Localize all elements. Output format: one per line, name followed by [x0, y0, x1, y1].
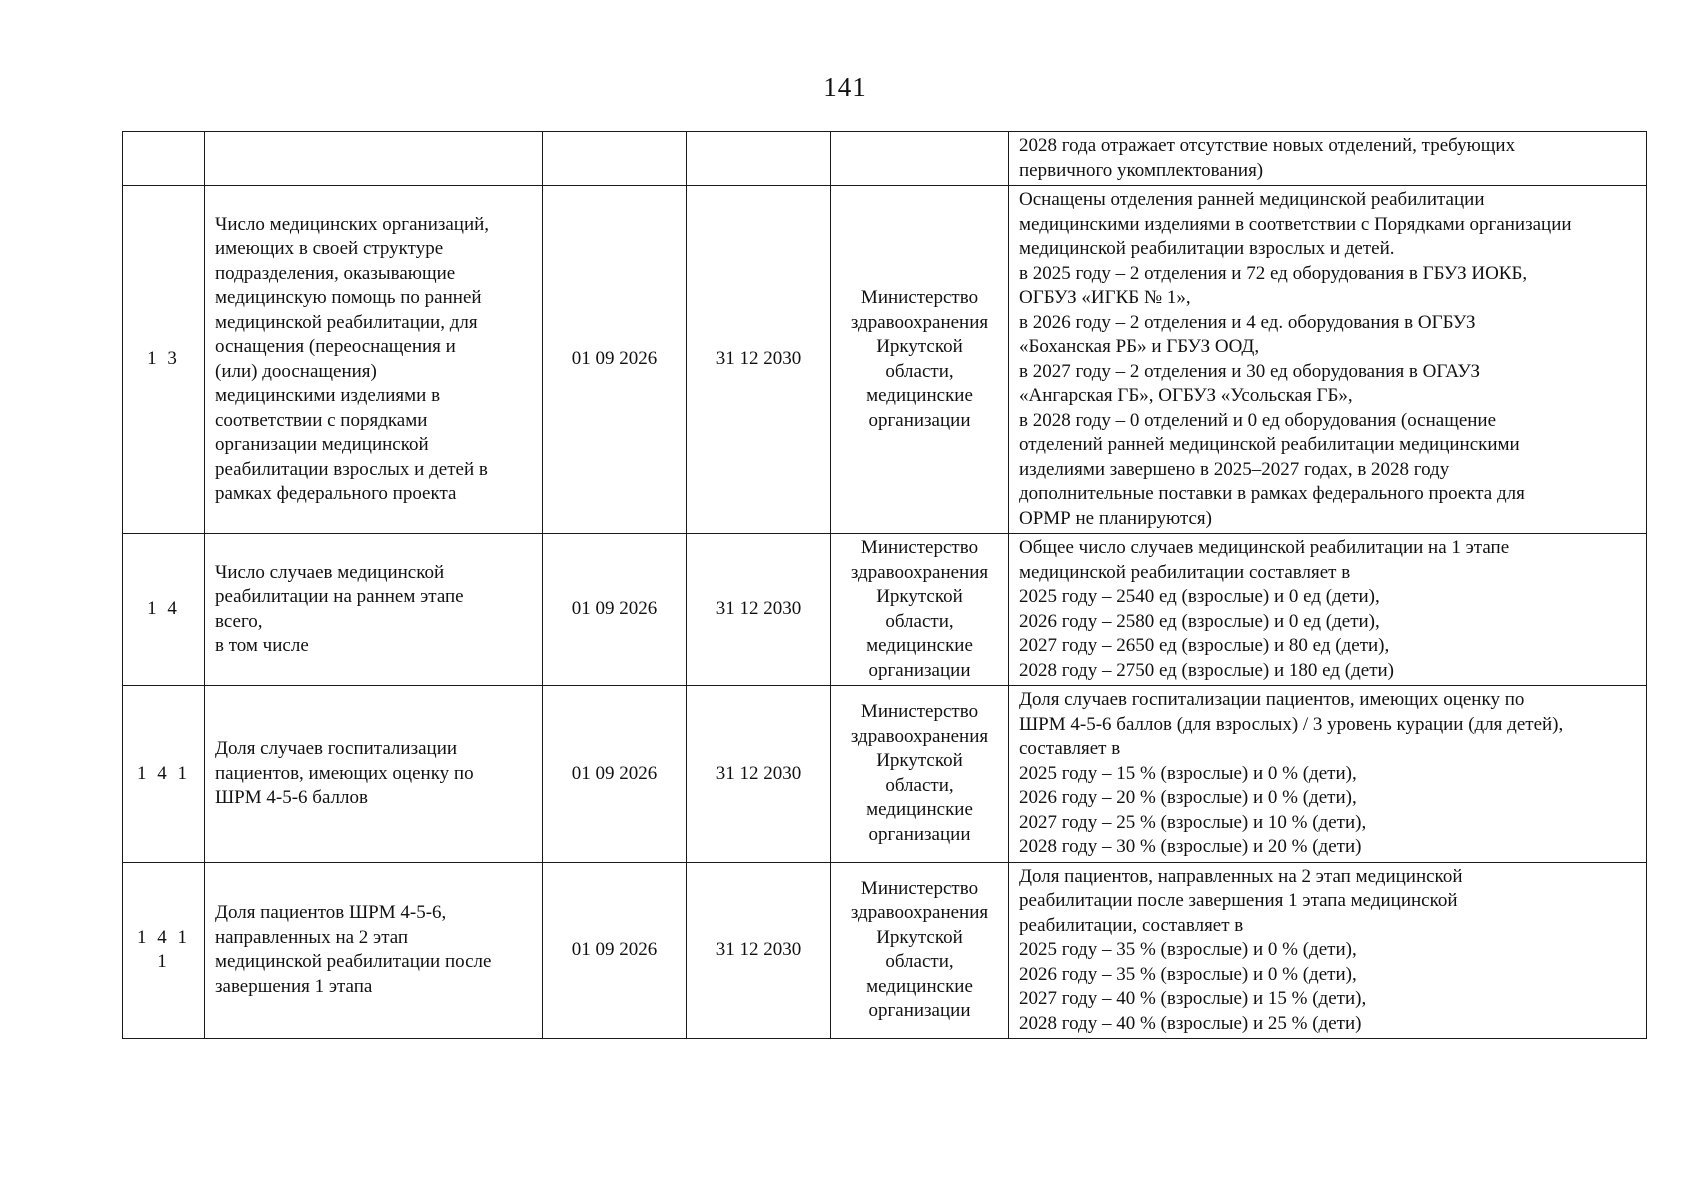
indicator-name-cell [205, 862, 543, 1039]
responsible-cell [831, 686, 1009, 863]
responsible-cell-line: здравоохранения [850, 725, 989, 747]
indicator-name-cell-line: реабилитации на раннем этапе [215, 586, 464, 607]
row-number-cell: 1 3 [123, 186, 205, 534]
indicator-name-cell [205, 132, 543, 186]
description-cell-line: дополнительные поставки в рамках федерального проекта для [1019, 483, 1525, 504]
responsible-cell [831, 132, 1009, 186]
description-cell-line: медицинскими изделиями в соответствии с Порядками организации [1019, 213, 1572, 235]
description-cell-line: 2027 году – 25 % (взрослые) и 10 % (дети), [1019, 811, 1367, 833]
description-cell-line: 2026 году – 35 % (взрослые) и 0 % (дети), [1019, 963, 1357, 985]
description-cell-line: 2026 году – 2580 ед (взрослые) и 0 ед (дети), [1019, 610, 1380, 632]
indicator-name-cell-line: Число медицинских организаций, [215, 213, 490, 235]
responsible-cell [831, 186, 1009, 534]
responsible-cell-line: области, [885, 951, 954, 973]
indicator-name-cell [205, 686, 543, 863]
indicator-name-cell-line: соответствии с порядками [215, 409, 428, 431]
end-date-cell: 31 12 2030 [687, 862, 831, 1039]
description-cell-line: отделений ранней медицинской реабилитации медицинскими [1019, 434, 1520, 455]
description-cell-line: 2028 году – 2750 ед (взрослые) и 180 ед (дети) [1019, 659, 1394, 681]
description-cell-line: медицинской реабилитации взрослых и детей. [1019, 238, 1395, 259]
responsible-cell-line: области, [885, 610, 954, 632]
description-cell [1009, 686, 1647, 863]
start-date-cell: 01 09 2026 [543, 534, 687, 686]
start-date-cell: 01 09 2026 [543, 686, 687, 863]
responsible-cell-line: Иркутской [876, 926, 963, 948]
indicator-name-cell [205, 534, 543, 686]
responsible-cell-line: организации [868, 409, 971, 431]
description-cell-line: Доля пациентов, направленных на 2 этап медицинской [1019, 865, 1463, 887]
description-cell-line: первичного укомплектования) [1019, 159, 1264, 181]
description-cell-line: в 2026 году – 2 отделения и 4 ед. оборудования в ОГБУЗ [1019, 311, 1476, 333]
indicator-name-cell-line: ШРМ 4-5-6 баллов [215, 787, 368, 808]
description-cell-line: составляет в [1019, 738, 1121, 759]
responsible-cell [831, 862, 1009, 1039]
indicator-name-cell-line: оснащения (переоснащения и [215, 336, 456, 357]
description-cell-line: 2028 года отражает отсутствие новых отделений, требующих [1019, 135, 1516, 156]
description-cell-line: изделиями завершено в 2025–2027 годах, в 2028 году [1019, 458, 1450, 480]
responsible-cell-line: здравоохранения [850, 561, 989, 583]
table-row [123, 862, 1647, 1039]
indicator-name-cell-line: (или) дооснащения) [215, 360, 377, 382]
row-number-cell: 1 4 1 [123, 686, 205, 863]
indicator-name-cell-line: всего, [215, 610, 263, 632]
description-cell-line: Общее число случаев медицинской реабилитации на 1 этапе [1019, 537, 1510, 558]
responsible-cell-line: Иркутской [876, 336, 963, 357]
indicator-name-cell-line: имеющих в своей структуре [215, 238, 444, 259]
description-cell-line: «Ангарская ГБ», ОГБУЗ «Усольская ГБ», [1019, 385, 1353, 406]
responsible-cell-line: Иркутской [876, 750, 963, 772]
table-row [123, 132, 1647, 186]
description-cell-line: «Боханская РБ» и ГБУЗ ООД, [1019, 336, 1260, 357]
responsible-cell-line: организации [868, 659, 971, 681]
row-number-cell: 1 4 1 1 [123, 862, 205, 1039]
description-cell-line: Доля случаев госпитализации пациентов, имеющих оценку по [1019, 689, 1525, 710]
description-cell-line: Оснащены отделения ранней медицинской реабилитации [1019, 189, 1485, 210]
indicator-name-cell-line: организации медицинской [215, 434, 429, 455]
indicator-name-cell-line: подразделения, оказывающие [215, 262, 456, 284]
indicator-name-cell-line: Доля пациентов ШРМ 4-5-6, [215, 902, 447, 924]
indicator-name-cell-line: пациентов, имеющих оценку по [215, 762, 474, 784]
description-cell-line: ОГБУЗ «ИГКБ № 1», [1019, 287, 1191, 308]
responsible-cell-line: Министерство [860, 877, 979, 899]
indicator-name-cell-line: направленных на 2 этап [215, 926, 409, 948]
description-cell-line: ШРМ 4-5-6 баллов (для взрослых) / 3 уровень курации (для детей), [1019, 713, 1564, 735]
responsible-cell-line: Иркутской [876, 586, 963, 607]
responsible-cell-line: медицинские [866, 799, 973, 821]
description-cell-line: в 2027 году – 2 отделения и 30 ед оборудования в ОГАУЗ [1019, 360, 1481, 382]
indicator-name-cell-line: Число случаев медицинской [215, 561, 445, 583]
description-cell [1009, 132, 1647, 186]
indicator-name-cell [205, 186, 543, 534]
responsible-cell-line: Министерство [860, 701, 979, 723]
description-cell-line: 2025 году – 15 % (взрослые) и 0 % (дети), [1019, 762, 1357, 784]
responsible-cell-line: медицинские [866, 975, 973, 997]
page-number: 141 [823, 72, 867, 102]
description-cell [1009, 186, 1647, 534]
end-date-cell: 31 12 2030 [687, 534, 831, 686]
end-date-cell: 31 12 2030 [687, 686, 831, 863]
responsible-cell-line: медицинские [866, 635, 973, 656]
indicator-name-cell-line: рамках федерального проекта [215, 483, 457, 504]
description-cell-line: ОРМР не планируются) [1019, 507, 1212, 529]
indicator-name-cell-line: завершения 1 этапа [215, 975, 373, 997]
description-cell-line: 2027 году – 40 % (взрослые) и 15 % (дети), [1019, 988, 1367, 1009]
start-date-cell: 01 09 2026 [543, 186, 687, 534]
measures-table [122, 131, 1647, 1039]
table-row [123, 186, 1647, 534]
indicator-name-cell-line: Доля случаев госпитализации [215, 738, 458, 759]
indicator-name-cell-line: медицинскими изделиями в [215, 385, 441, 406]
description-cell-line: в 2028 году – 0 отделений и 0 ед оборудования (оснащение [1019, 409, 1497, 431]
description-cell-line: реабилитации после завершения 1 этапа медицинской [1019, 890, 1458, 911]
description-cell-line: 2026 году – 20 % (взрослые) и 0 % (дети), [1019, 787, 1357, 808]
description-cell [1009, 862, 1647, 1039]
responsible-cell-line: здравоохранения [850, 311, 989, 333]
end-date-cell [687, 132, 831, 186]
responsible-cell-line: области, [885, 774, 954, 796]
table-row [123, 534, 1647, 686]
responsible-cell-line: организации [868, 823, 971, 845]
description-cell-line: 2028 году – 30 % (взрослые) и 20 % (дети) [1019, 836, 1362, 857]
description-cell-line: медицинской реабилитации составляет в [1019, 561, 1351, 583]
indicator-name-cell-line: в том числе [215, 635, 309, 656]
description-cell [1009, 534, 1647, 686]
indicator-name-cell-line: медицинскую помощь по ранней [215, 287, 482, 308]
start-date-cell: 01 09 2026 [543, 862, 687, 1039]
responsible-cell-line: Министерство [860, 537, 979, 558]
table-row [123, 686, 1647, 863]
description-cell-line: 2028 году – 40 % (взрослые) и 25 % (дети) [1019, 1012, 1362, 1034]
indicator-name-cell-line: медицинской реабилитации после [215, 951, 492, 973]
row-number-cell: 1 4 [123, 534, 205, 686]
description-cell-line: реабилитации, составляет в [1019, 914, 1244, 936]
description-cell-line: 2025 году – 35 % (взрослые) и 0 % (дети), [1019, 939, 1357, 960]
responsible-cell-line: Министерство [860, 287, 979, 308]
responsible-cell-line: организации [868, 1000, 971, 1022]
description-cell-line: 2025 году – 2540 ед (взрослые) и 0 ед (дети), [1019, 586, 1380, 607]
start-date-cell [543, 132, 687, 186]
end-date-cell: 31 12 2030 [687, 186, 831, 534]
responsible-cell-line: медицинские [866, 385, 973, 406]
indicator-name-cell-line: медицинской реабилитации, для [215, 311, 478, 333]
responsible-cell-line: здравоохранения [850, 902, 989, 924]
description-cell-line: 2027 году – 2650 ед (взрослые) и 80 ед (дети), [1019, 635, 1390, 656]
responsible-cell-line: области, [885, 360, 954, 382]
responsible-cell [831, 534, 1009, 686]
row-number-cell [123, 132, 205, 186]
indicator-name-cell-line: реабилитации взрослых и детей в [215, 458, 488, 480]
description-cell-line: в 2025 году – 2 отделения и 72 ед оборудования в ГБУЗ ИОКБ, [1019, 262, 1528, 284]
